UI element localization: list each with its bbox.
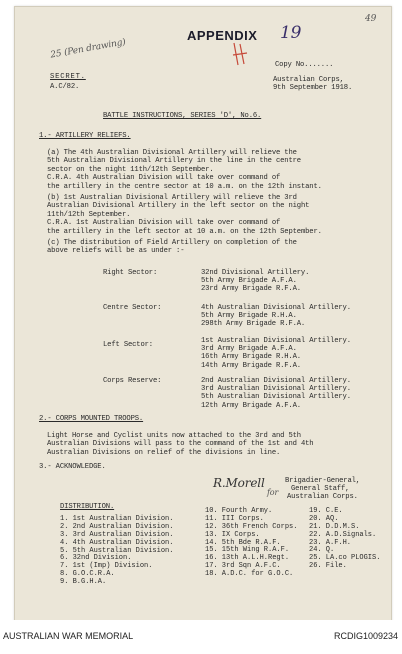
distribution-column-2: [205, 508, 297, 579]
paragraph-line: C.R.A. 1st Australian Division will take over command of: [47, 219, 281, 228]
distribution-item: 15. 15th Wing R.A.F.: [205, 546, 290, 555]
paragraph-line: C.R.A. 4th Australian Division will take over command of: [47, 174, 281, 183]
distribution-item: 1. 1st Australian Division.: [60, 515, 174, 523]
paragraph-line: above reliefs will be as under :-: [47, 247, 185, 256]
paragraph-line: sector on the night 11th/12th September.: [47, 165, 214, 174]
paragraph-line: (c) The distribution of Field Artillery on completion of the: [47, 239, 297, 247]
signatory-rank: Brigadier-General,: [285, 477, 360, 485]
paragraph-line: Light Horse and Cyclist units now attached to the 3rd and 5th: [47, 432, 301, 440]
sector-unit: 3rd Army Brigade A.F.A.: [201, 345, 297, 354]
distribution-item: 13. IX Corps.: [205, 530, 260, 539]
distribution-item: 25. LA.co PLOGIS.: [309, 554, 381, 563]
sector-name: Centre Sector:: [103, 304, 162, 312]
paragraph-line: Australian Divisional Artillery in the left sector on the night: [47, 202, 310, 211]
distribution-item: 5. 5th Australian Division.: [60, 546, 174, 555]
sector-unit: 3rd Australian Divisional Artillery.: [201, 385, 351, 394]
signatory-role: General Staff,: [291, 485, 350, 493]
distribution-item: 7. 1st (Imp) Division.: [60, 562, 153, 571]
sector-unit: 1st Australian Divisional Artillery.: [201, 337, 351, 345]
handwritten-note: 25 (Pen drawing): [49, 37, 127, 61]
signature-for: for: [267, 488, 279, 497]
issuer: Australian Corps,: [273, 76, 344, 84]
distribution-item: 2. 2nd Australian Division.: [60, 522, 174, 531]
paragraph-line: the artillery in the centre sector at 10 a.m. on the 12th instant.: [47, 182, 322, 191]
signatory-unit: Australian Corps.: [287, 493, 358, 501]
distribution-item: 6. 32nd Division.: [60, 554, 132, 563]
paragraph-line: (b) 1st Australian Divisional Artillery will relieve the 3rd: [47, 194, 297, 202]
footer-source: AUSTRALIAN WAR MEMORIAL: [3, 631, 134, 641]
sector-unit: 5th Australian Divisional Artillery.: [201, 393, 351, 402]
paragraph-line: Australian Divisions will pass to the command of the 1st and 4th: [47, 440, 314, 449]
pencil-mark-icon: [231, 41, 251, 67]
distribution-item: 23. A.F.H.: [309, 538, 352, 547]
sector-unit: 298th Army Brigade R.F.A.: [201, 320, 306, 329]
distribution-item: 9. B.G.H.A.: [60, 578, 107, 587]
distribution-column-3: [309, 508, 380, 571]
secret-label: SECRET.: [50, 73, 86, 81]
distribution-item: 11. III Corps.: [205, 514, 264, 523]
distribution-item: 24. Q.: [309, 546, 335, 555]
sector-name: Left Sector:: [103, 341, 153, 349]
paragraph-line: 5th Australian Divisional Artillery in the line in the centre: [47, 157, 301, 166]
distribution-item: 19. C.E.: [309, 507, 343, 515]
paragraph-c: [47, 239, 297, 256]
paragraph-line: Australian Divisions on relief of the divisions in line.: [47, 448, 281, 457]
copy-number: Copy No.......: [275, 61, 334, 69]
sector-unit: 2nd Australian Divisional Artillery.: [201, 377, 351, 385]
sector-unit: 12th Army Brigade A.F.A.: [201, 401, 301, 410]
distribution-item: 12. 36th French Corps.: [205, 522, 298, 531]
sector-unit: 5th Army Brigade R.H.A.: [201, 312, 297, 321]
appendix-number: 19: [280, 23, 302, 43]
distribution-item: 4. 4th Australian Division.: [60, 538, 174, 547]
reference-number: A.C/82.: [50, 83, 80, 91]
sector-name: Right Sector:: [103, 269, 158, 277]
section-2-heading: 2.- CORPS MOUNTED TROOPS.: [39, 415, 144, 423]
distribution-column-1: [60, 516, 173, 587]
section-2-body: [47, 432, 313, 457]
appendix-stamp: APPENDIX: [187, 28, 258, 43]
sector-unit: 23rd Army Brigade R.F.A.: [201, 285, 301, 294]
paragraph-a: [47, 149, 322, 191]
section-1-heading: 1.- ARTILLERY RELIEFS.: [39, 132, 131, 140]
document-title: BATTLE INSTRUCTIONS, SERIES 'D', No.6.: [103, 112, 262, 120]
paragraph-line: 11th/12th September.: [47, 210, 131, 219]
distribution-item: 18. A.D.C. for G.O.C.: [205, 570, 294, 579]
sector-unit: 5th Army Brigade A.F.A.: [201, 277, 297, 286]
issue-date: 9th September 1918.: [273, 84, 353, 92]
distribution-item: 3. 3rd Australian Division.: [60, 530, 174, 539]
distribution-item: 8. G.O.C.R.A.: [60, 570, 115, 579]
document-page: [14, 6, 392, 622]
sector-unit: 32nd Divisional Artillery.: [201, 269, 310, 277]
signature: R.Morell: [213, 476, 265, 490]
distribution-item: 26. File.: [309, 562, 347, 571]
sector-unit: 14th Army Brigade R.F.A.: [201, 361, 301, 370]
distribution-item: 21. D.D.M.S.: [309, 522, 360, 531]
sector-unit: 4th Australian Divisional Artillery.: [201, 304, 351, 312]
distribution-item: 16. 13th A.L.H.Regt.: [205, 554, 290, 563]
distribution-heading: DISTRIBUTION.: [60, 503, 115, 511]
footer-record-id: RCDIG1009234: [333, 631, 398, 641]
distribution-item: 14. 5th Bde R.A.F.: [205, 538, 281, 547]
distribution-item: 10. Fourth Army.: [205, 507, 273, 515]
distribution-item: 22. A.D.Signals.: [309, 530, 377, 539]
paragraph-line: the artillery in the left sector at 10 a.m. on the 12th September.: [47, 227, 322, 236]
distribution-item: 17. 3rd Sqn A.F.C.: [205, 562, 281, 571]
archive-footer: [0, 620, 402, 654]
sector-unit: 16th Army Brigade R.H.A.: [201, 353, 301, 362]
sector-name: Corps Reserve:: [103, 377, 162, 385]
section-3-heading: 3.- ACKNOWLEDGE.: [39, 463, 106, 471]
handwritten-page-number: 49: [365, 14, 377, 24]
paragraph-b: [47, 194, 322, 236]
distribution-item: 20. AQ.: [309, 514, 339, 523]
paragraph-line: (a) The 4th Australian Divisional Artillery will relieve the: [47, 149, 297, 157]
